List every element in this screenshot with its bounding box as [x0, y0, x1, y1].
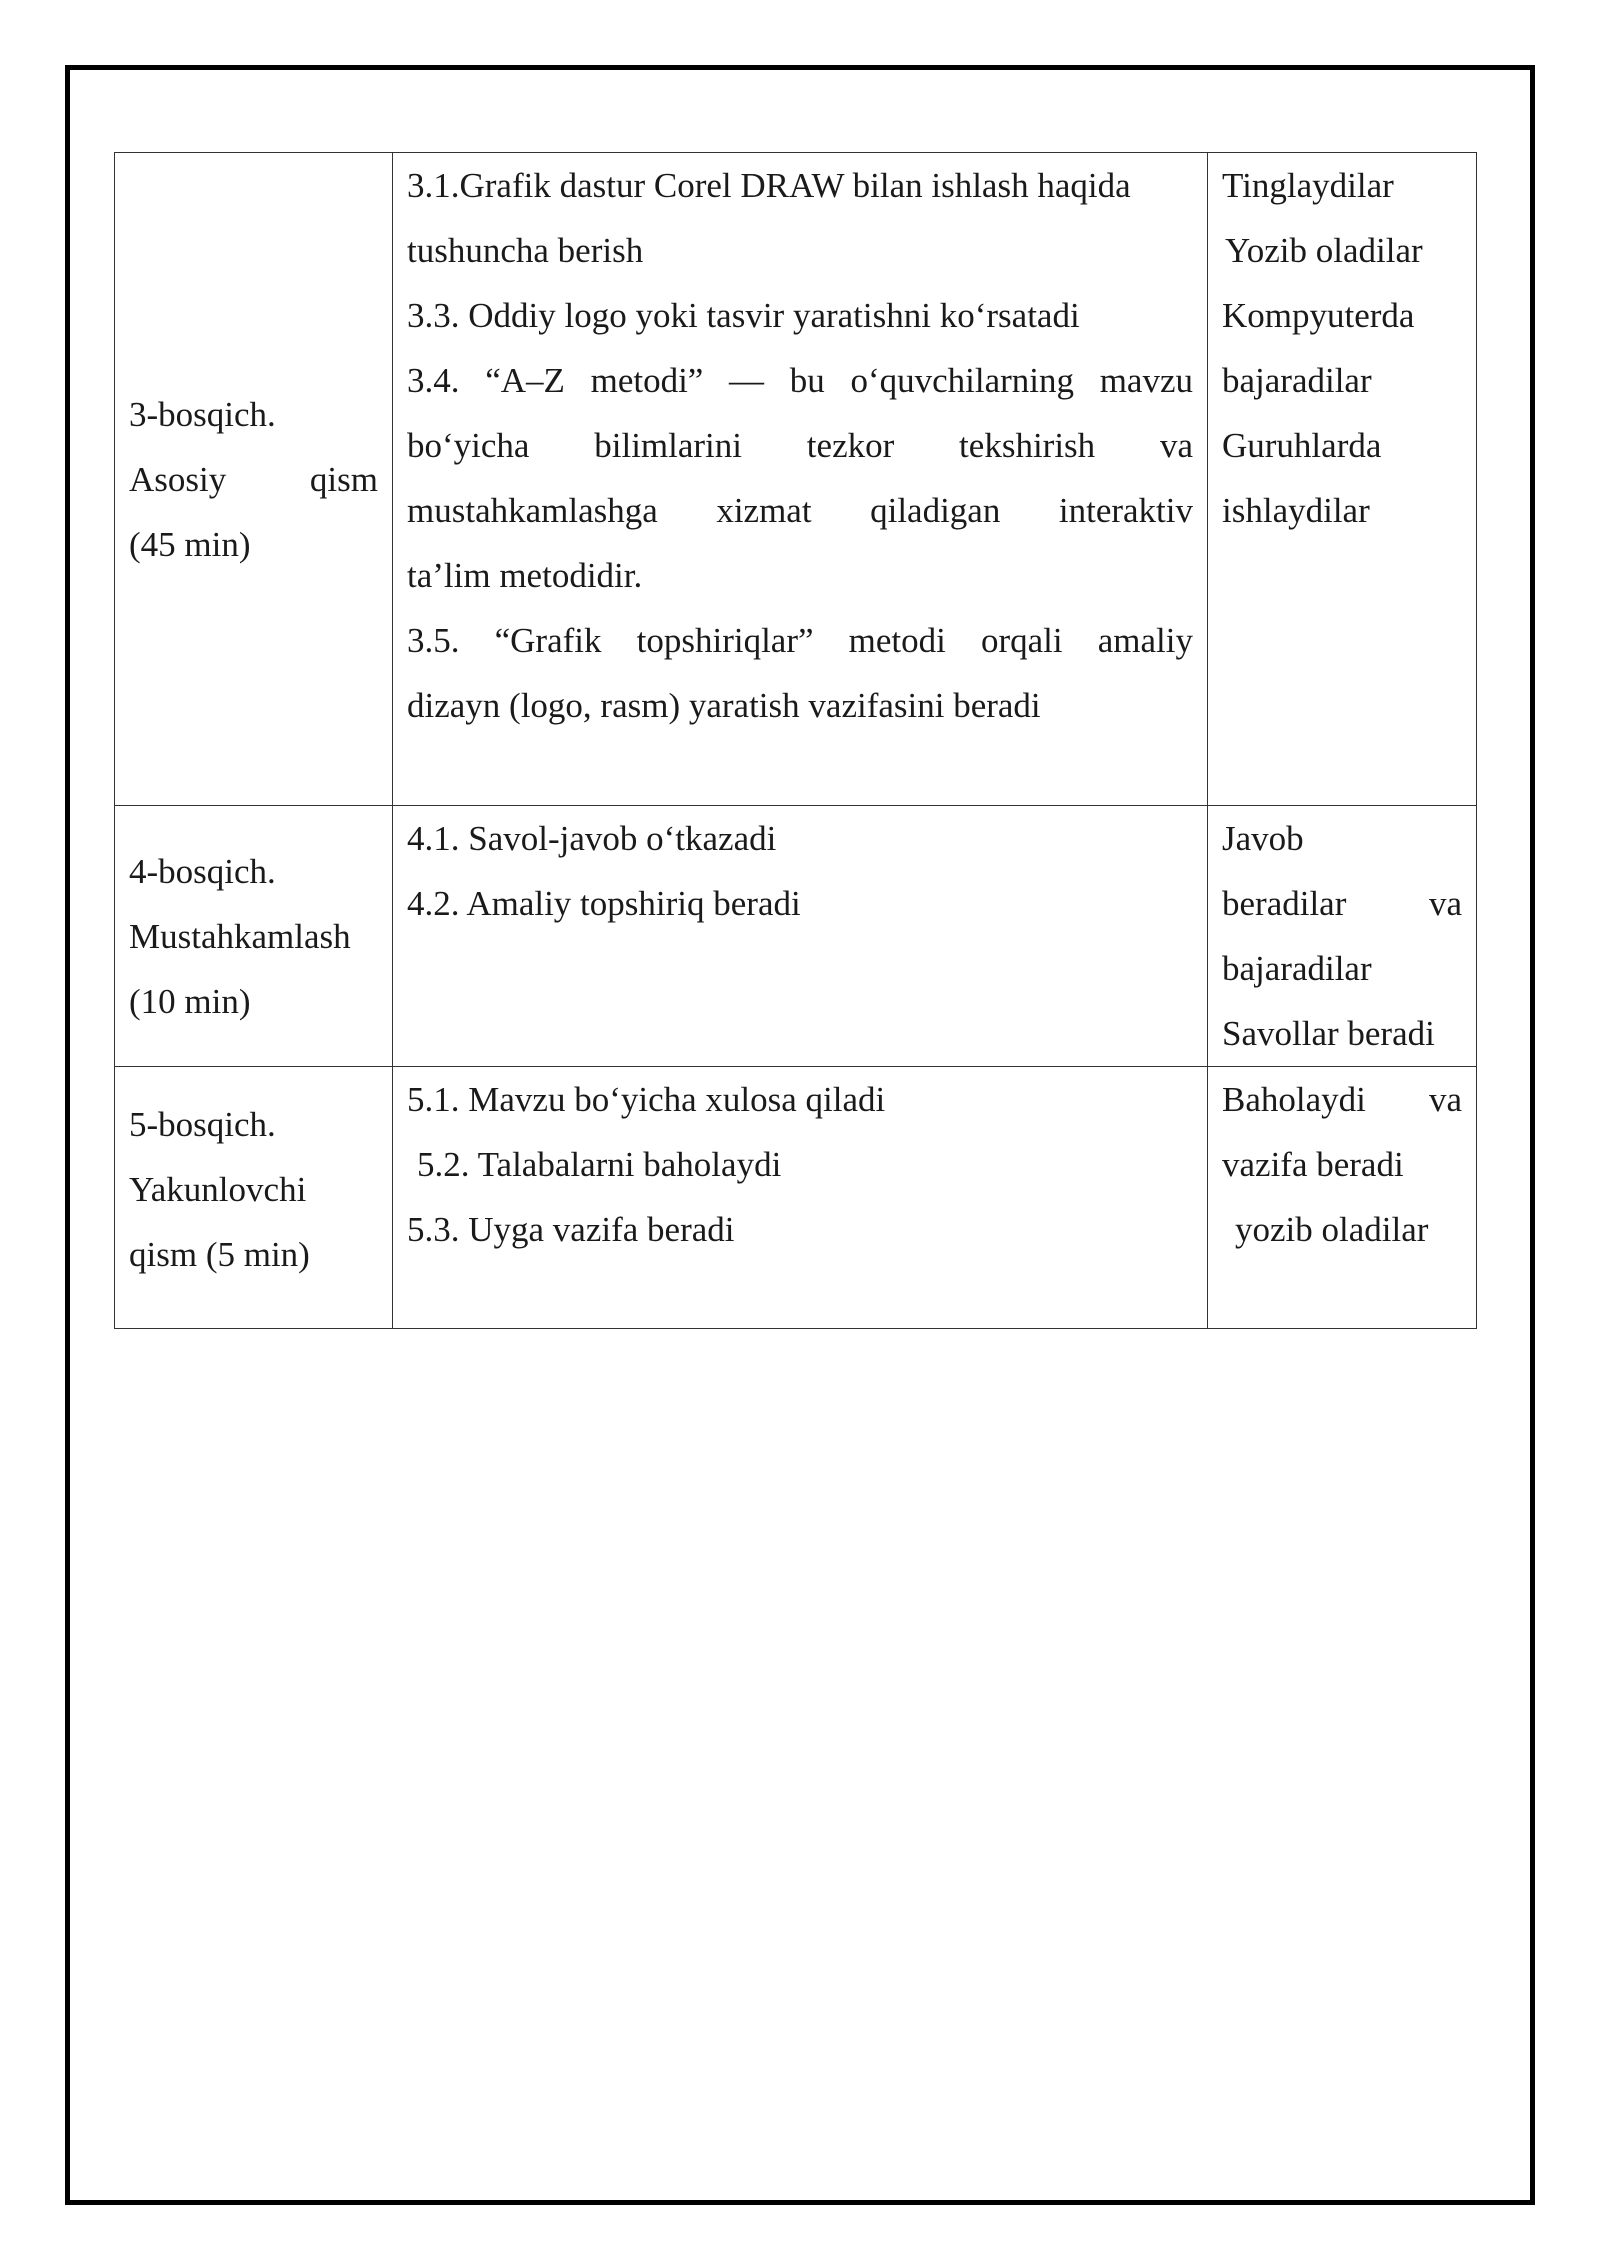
student-activity-line: Guruhlarda — [1222, 426, 1382, 465]
stage-cell — [115, 1067, 393, 1329]
teacher-activity-line: 4.1. Savol-javob o‘tkazadi — [407, 819, 777, 858]
teacher-activity-line: mustahkamlashga xizmat qiladigan interaktiv — [407, 491, 1193, 530]
student-activity-line: Javob — [1222, 819, 1304, 858]
stage-cell — [115, 153, 393, 806]
student-activity-line: beradilar va — [1222, 884, 1462, 923]
teacher-activity-line: 4.2. Amaliy topshiriq beradi — [407, 884, 801, 923]
student-activity-cell — [1208, 1067, 1477, 1329]
teacher-activity-line: 3.3. Oddiy logo yoki tasvir yaratishni ko‘rsatadi — [407, 296, 1080, 335]
stage-duration: qism (5 min) — [129, 1235, 310, 1274]
student-activity-cell — [1208, 806, 1477, 1067]
teacher-activity-line: 3.4. “A–Z metodi” — bu o‘quvchilarning mavzu — [407, 361, 1193, 400]
student-activity-line: bajaradilar — [1222, 361, 1372, 400]
student-activity-line: Yozib oladilar — [1225, 231, 1423, 270]
teacher-activity-line: 5.3. Uyga vazifa beradi — [407, 1210, 735, 1249]
stage-duration: (10 min) — [129, 981, 251, 1021]
teacher-activity-line: bo‘yicha bilimlarini tezkor tekshirish va — [407, 426, 1193, 465]
teacher-activity-cell — [393, 153, 1208, 806]
student-activity-line: Savollar beradi — [1222, 1014, 1435, 1053]
stage-cell — [115, 806, 393, 1067]
teacher-activity-line: 3.1.Grafik dastur Corel DRAW bilan ishlash haqida — [407, 166, 1131, 205]
teacher-activity-cell — [393, 1067, 1208, 1329]
student-activity-cell — [1208, 153, 1477, 806]
stage-label: Yakunlovchi — [129, 1170, 307, 1209]
table-row — [115, 153, 1477, 806]
student-activity-line: Tinglaydilar — [1222, 166, 1394, 205]
teacher-activity-line: tushuncha berish — [407, 231, 644, 270]
table-row — [115, 1067, 1477, 1329]
student-activity-line: yozib oladilar — [1235, 1210, 1429, 1249]
table-row — [115, 806, 1477, 1067]
stage-duration: (45 min) — [129, 524, 251, 564]
student-activity-line: ishlaydilar — [1222, 491, 1370, 530]
stage-label: Asosiy qism — [129, 459, 378, 499]
lesson-plan-table — [114, 152, 1477, 1329]
student-activity-line: bajaradilar — [1222, 949, 1372, 988]
teacher-activity-line: dizayn (logo, rasm) yaratish vazifasini beradi — [407, 686, 1041, 725]
stage-label: Mustahkamlash — [129, 916, 351, 956]
teacher-activity-cell — [393, 806, 1208, 1067]
teacher-activity-line: 5.2. Talabalarni baholaydi — [417, 1145, 782, 1184]
stage-label: 3-bosqich. — [129, 394, 276, 434]
student-activity-line: Kompyuterda — [1222, 296, 1415, 335]
student-activity-line: Baholaydi va — [1222, 1080, 1462, 1119]
teacher-activity-line: 5.1. Mavzu bo‘yicha xulosa qiladi — [407, 1080, 886, 1119]
stage-label: 4-bosqich. — [129, 851, 276, 891]
teacher-activity-line: 3.5. “Grafik topshiriqlar” metodi orqali amaliy — [407, 621, 1193, 660]
stage-label: 5-bosqich. — [129, 1105, 276, 1144]
teacher-activity-line: ta’lim metodidir. — [407, 556, 643, 595]
student-activity-line: vazifa beradi — [1222, 1145, 1404, 1184]
